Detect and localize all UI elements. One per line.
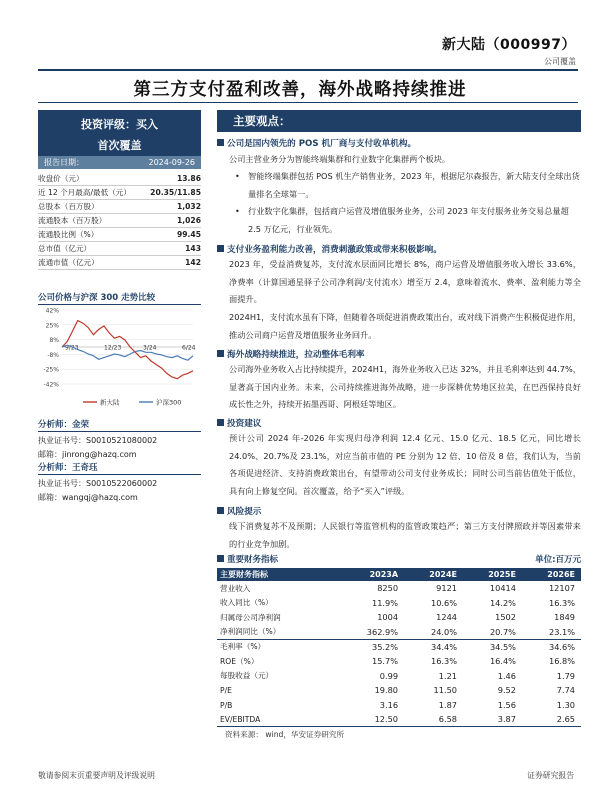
coverage-label: 公司覆盖: [544, 57, 576, 66]
chart-rule: [38, 304, 201, 305]
table-row: [217, 625, 581, 640]
square-bullet-icon: [217, 507, 224, 514]
table-cell: 9121: [436, 583, 457, 594]
report-title: 第三方支付盈利改善，海外战略持续推进: [133, 80, 467, 100]
column-header: 2023A: [339, 568, 404, 581]
footer-label: 证券研究报告: [527, 771, 574, 780]
stat-label: 收盘价（元）: [38, 174, 84, 183]
stat-value: 13.86: [176, 174, 201, 183]
table-title-text: 重要财务指标: [227, 555, 279, 565]
paragraph: 线下消费复苏不及预期；人民银行等监管机构的监管政策趋严；第三方支付牌照政并等因素带来的行业竞争加剧。: [229, 521, 581, 549]
paragraph: 预计公司 2024 年-2026 年实现归母净利润 12.4 亿元、15.0 亿元、18.5 亿元，同比增长 24.0%、20.7%及 23.1%，对应当前市值的 PE 分别为 12 倍、10 倍及 8 倍，我们认为，当前各项促进经济、支持消费政策出台，有望带动公司支付业务成长；同时公司当前估值处于低位，具有向上修复空间。首次覆盖，给予“买入”评级。: [229, 433, 581, 496]
analyst-email: 邮箱：jinrong@hazq.com: [38, 450, 137, 459]
y-tick-label: 42%: [45, 307, 59, 315]
table-cell: 34.6%: [548, 641, 575, 652]
row-label: P/B: [220, 700, 233, 710]
bullet-item: • 行业数字化集群，包括商户运营及增值服务业务，公司 2023 年支付服务业务交易总量超 2.5 万亿元，行业领先。: [248, 203, 581, 238]
table-cell: 1.21: [438, 670, 457, 681]
analyst-name: 分析师：金荣: [38, 418, 201, 432]
table-row: [217, 698, 581, 713]
table-body: [217, 581, 581, 727]
table-row: [217, 596, 581, 611]
analyst-name: 分析师：王奇珏: [38, 461, 201, 475]
table-row: [217, 610, 581, 625]
column-header: 2025E: [463, 568, 522, 581]
y-tick-label: -42%: [43, 381, 59, 389]
table-cell: 11.9%: [372, 597, 399, 608]
square-bullet-icon: [217, 139, 224, 146]
y-tick-label: -25%: [43, 366, 59, 374]
row-label: 归属母公司净利润: [220, 612, 281, 622]
x-tick-label: 6/24: [182, 344, 196, 352]
section-title: 风险提示: [227, 507, 262, 517]
disclaimer-note: 敬请参阅末页重要声明及评级说明: [38, 771, 155, 780]
paragraph: 2024H1，支付流水虽有下降，但随着各项促进消费政策出台，或对线下消费产生积极促进作用，推动公司商户运营及增值服务业务回升。: [229, 312, 581, 340]
table-cell: 3.16: [379, 700, 399, 711]
analyst-block: [38, 418, 201, 460]
table-cell: 12.50: [339, 712, 404, 727]
stat-label: 流通股本（百万股）: [38, 216, 107, 225]
section-title: 投资建议: [227, 419, 262, 429]
table-cell: 7.74: [556, 685, 575, 696]
table-cell: 1244: [436, 612, 457, 623]
table-row: [217, 639, 581, 654]
report-date-label: 报告日期：: [44, 158, 84, 167]
row-label: ROE（%）: [220, 656, 259, 666]
table-cell: 10.6%: [430, 597, 457, 608]
stat-label: 流通股比例（%）: [38, 230, 99, 239]
table-unit: 单位:百万元: [535, 555, 581, 565]
stat-value: 99.45: [176, 230, 201, 239]
company-name: 新大陆（000997）: [442, 37, 576, 53]
table-cell: 9.52: [497, 685, 516, 696]
row-label: P/E: [220, 685, 232, 695]
table-cell: 1.46: [497, 670, 516, 681]
stat-value: 142: [185, 258, 201, 267]
stat-label: 近 12 个月最高/最低（元）: [38, 188, 131, 197]
stat-row: [38, 256, 201, 270]
row-label: 每股收益（元）: [220, 671, 274, 681]
table-cell: 0.99: [379, 670, 399, 681]
y-tick-label: 8%: [49, 337, 59, 345]
legend-label: 沪深300: [156, 398, 182, 407]
series-line-0: [62, 321, 193, 379]
table-cell: 1.56: [497, 700, 516, 711]
table-cell: 2.65: [522, 712, 581, 727]
section-title: 海外战略持续推进，拉动整体毛利率: [227, 350, 365, 360]
section-heading: [217, 417, 581, 429]
table-cell: 1.87: [438, 700, 457, 711]
table-cell: 24.0%: [404, 625, 463, 640]
stat-row: [38, 200, 201, 214]
table-cell: 16.4%: [489, 656, 516, 667]
table-row: [217, 581, 581, 596]
x-tick-label: 9/23: [65, 344, 79, 352]
paragraph: 2023 年，受益消费复苏，支付流水层面同比增长 8%，商户运营及增值服务收入增长 33.6%，净费率（计算国通星驿子公司净利润/支付流水）增至万 2.4，意味着流水、费率、盈利能力等全面提升。: [229, 259, 581, 304]
table-cell: 35.2%: [372, 641, 399, 652]
price-chart: [38, 306, 201, 411]
x-tick-label: 12/23: [104, 344, 122, 352]
table-cell: 11.50: [433, 685, 457, 696]
section-heading: [217, 137, 581, 149]
bullet-item: • 智能终端集群包括 POS 机生产销售业务，2023 年，根据尼尔森报告，新大陆支付全球出货量排名全球第一。: [248, 168, 581, 203]
table-cell: 20.7%: [463, 625, 522, 640]
stat-label: 流通市值（亿元）: [38, 258, 99, 267]
table-header-row: [217, 568, 581, 581]
report-date-bar: [38, 156, 201, 169]
analyst-cert: 执业证书号：S0010521080002: [38, 436, 158, 445]
table-cell: 362.9%: [339, 625, 404, 640]
square-bullet-icon: [217, 555, 224, 562]
table-cell: 6.58: [404, 712, 463, 727]
table-cell: 15.7%: [372, 656, 399, 667]
x-tick-label: 3/24: [143, 344, 157, 352]
section-title: 支付业务盈利能力改善，消费刺激政策或带来积极影响。: [227, 245, 442, 255]
column-header: 主要财务指标: [217, 568, 339, 581]
stat-row: [38, 172, 201, 186]
rating-label: 投资评级：买入: [81, 118, 158, 131]
table-cell: 1849: [554, 612, 575, 623]
table-cell: 3.87: [463, 712, 522, 727]
table-row: [217, 669, 581, 684]
legend-label: 新大陆: [100, 398, 120, 407]
column-header: 2024E: [404, 568, 463, 581]
stat-value: 1,032: [176, 202, 201, 211]
main-views-header: 主要观点：: [217, 110, 581, 132]
stat-row: [38, 186, 201, 200]
coverage-status: 首次覆盖: [97, 139, 142, 152]
section-heading: [217, 505, 581, 517]
paragraph: 公司主营业务分为智能终端集群和行业数字化集群两个板块。: [229, 154, 451, 164]
table-cell: 34.5%: [489, 641, 516, 652]
report-date: 2024-09-26: [148, 158, 195, 167]
stat-value: 1,026: [176, 216, 201, 225]
analyst-email: 邮箱：wangqj@hazq.com: [38, 493, 138, 502]
table-cell: 16.3%: [430, 656, 457, 667]
table-row: [217, 712, 581, 727]
table-row: [217, 683, 581, 698]
table-cell: 1502: [495, 612, 516, 623]
stat-row: [38, 214, 201, 228]
title-rule: [38, 102, 578, 103]
table-title: [217, 553, 278, 565]
table-cell: 16.8%: [548, 656, 575, 667]
section-title: 公司是国内领先的 POS 机厂商与支付收单机构。: [227, 139, 417, 149]
row-label: 净利润同比（%）: [217, 625, 339, 640]
table-cell: 10414: [489, 583, 516, 594]
table-cell: 1.30: [556, 700, 575, 711]
table-cell: 1.79: [556, 670, 575, 681]
row-label: 营业收入: [220, 583, 251, 593]
square-bullet-icon: [217, 419, 224, 426]
square-bullet-icon: [217, 350, 224, 357]
chart-title: 公司价格与沪深 300 走势比较: [38, 293, 156, 303]
stock-stats: [38, 172, 201, 270]
stat-label: 总市值（亿元）: [38, 244, 92, 253]
table-cell: 34.4%: [430, 641, 457, 652]
row-label: 毛利率（%）: [220, 642, 266, 652]
table-cell: 19.80: [374, 685, 399, 696]
financial-table: [217, 568, 581, 727]
column-header: 2026E: [522, 568, 581, 581]
series-line-1: [62, 345, 193, 360]
row-label: EV/EBITDA: [217, 712, 339, 727]
header-rule: [38, 69, 578, 71]
table-cell: 12107: [548, 583, 575, 594]
table-cell: 8250: [377, 583, 399, 594]
stat-value: 20.35/11.85: [150, 188, 201, 197]
table-cell: 16.3%: [548, 597, 575, 608]
analyst-cert: 执业证书号：S0010522060002: [38, 479, 158, 488]
table-cell: 1004: [377, 612, 399, 623]
paragraph: 公司海外业务收入占比持续提升，2024H1，海外业务收入已达 32%，并且毛利率达到 44.7%，显著高于国内业务。未来，公司持续推进海外战略，进一步深耕优势地区拉美，在巴西保持良好成长性之外，持续开拓墨西哥、阿根廷等地区。: [229, 364, 581, 409]
data-source: 资料来源： wind，华安证券研究所: [225, 730, 345, 739]
square-bullet-icon: [217, 245, 224, 252]
section-heading: [217, 348, 581, 360]
rating-box: [38, 110, 201, 156]
stat-row: [38, 242, 201, 256]
y-tick-label: 25%: [45, 322, 59, 330]
table-cell: 23.1%: [522, 625, 581, 640]
stat-label: 总股本（百万股）: [38, 202, 99, 211]
y-tick-label: -8%: [47, 351, 59, 359]
table-cell: 14.2%: [489, 597, 516, 608]
stat-row: [38, 228, 201, 242]
stat-value: 143: [185, 244, 201, 253]
analyst-block: [38, 461, 201, 503]
table-row: [217, 654, 581, 669]
section-heading: [217, 243, 581, 255]
row-label: 收入同比（%）: [220, 598, 273, 608]
